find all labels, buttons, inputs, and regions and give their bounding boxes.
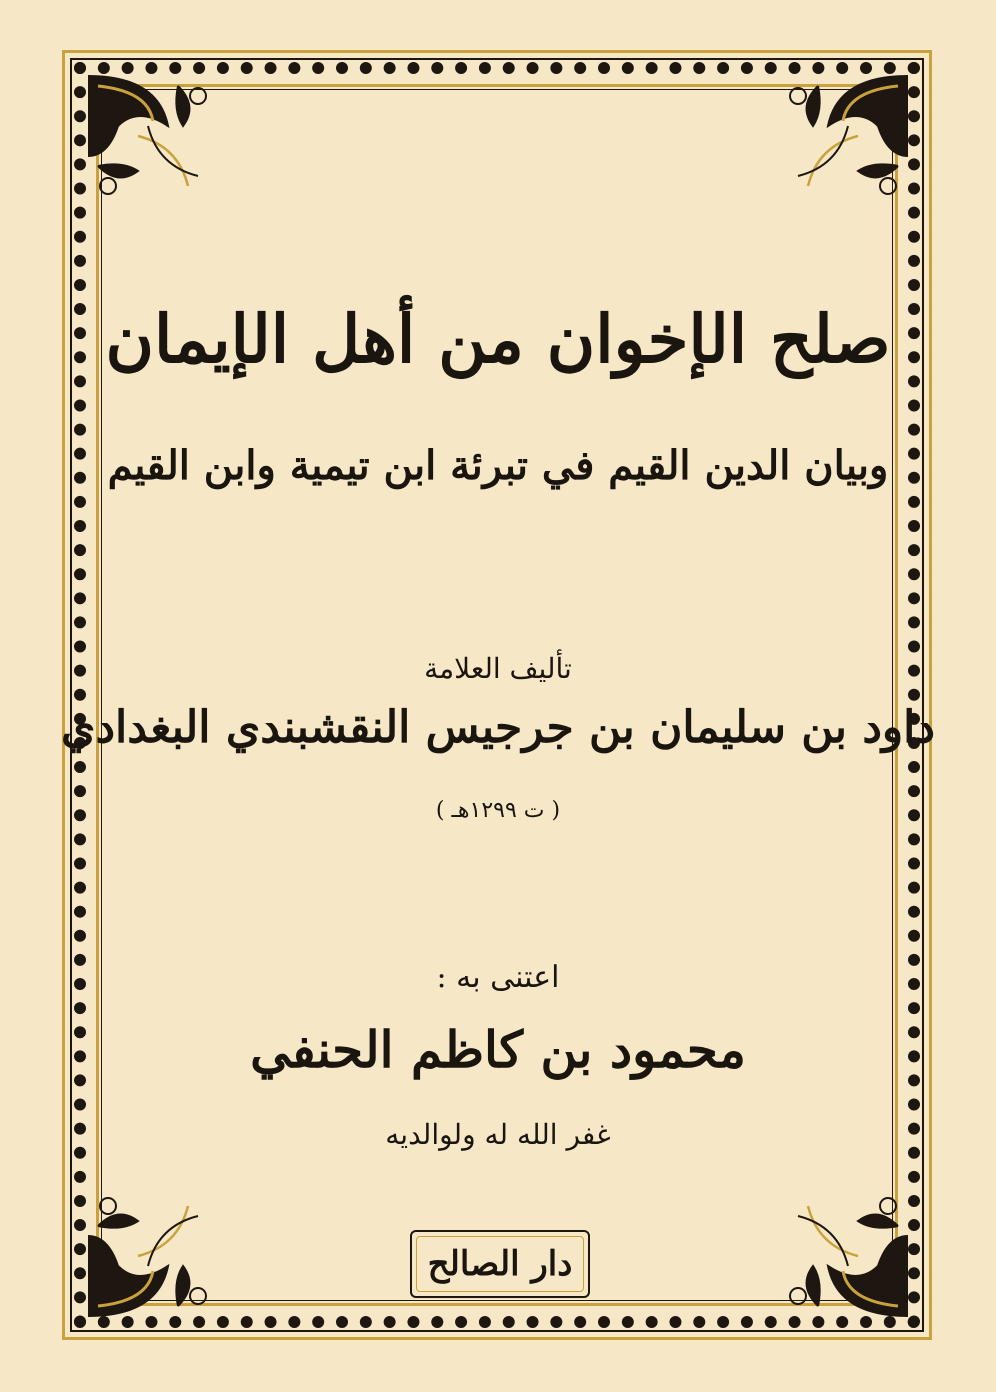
book-subtitle: وبيان الدين القيم في تبرئة ابن تيمية وابن القيم bbox=[107, 442, 889, 489]
publisher-logo bbox=[410, 1230, 590, 1298]
corner-ornament-icon bbox=[748, 66, 918, 236]
corner-ornament-icon bbox=[78, 66, 248, 236]
book-title: صلح الإخوان من أهل الإيمان bbox=[105, 300, 891, 378]
editor-prayer: غفر الله له ولوالديه bbox=[385, 1118, 611, 1151]
author-death-date: ( ت ١٢٩٩هـ ) bbox=[435, 798, 561, 823]
publisher-name: دار الصالح bbox=[427, 1244, 573, 1284]
author-name: داود بن سليمان بن جرجيس النقشبندي البغدادي bbox=[61, 702, 935, 753]
corner-ornament-icon bbox=[78, 1156, 248, 1326]
corner-ornament-icon bbox=[748, 1156, 918, 1326]
author-label: تأليف العلامة bbox=[424, 652, 572, 685]
editor-name: محمود بن كاظم الحنفي bbox=[250, 1020, 746, 1079]
editor-label: اعتنى به : bbox=[436, 960, 560, 995]
